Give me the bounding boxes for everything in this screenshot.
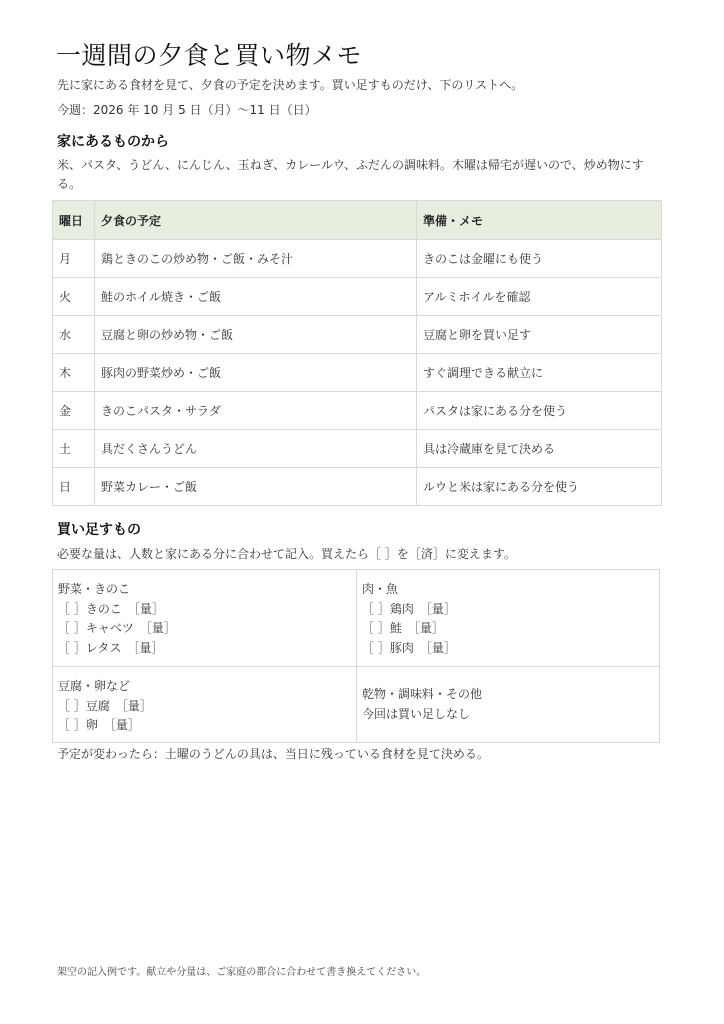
memo-cell: すぐ調理できる献立に xyxy=(417,354,662,392)
week-range: 今週：2026 年 10 月 5 日（月）〜11 日（日） xyxy=(57,103,317,117)
change-note: 予定が変わったら：土曜のうどんの具は、当日に残っている食材を見て決める。 xyxy=(57,747,489,761)
memo-cell: アルミホイルを確認 xyxy=(417,278,662,316)
memo-cell: ルウと米は家にある分を使う xyxy=(417,468,662,506)
header-memo: 準備・メモ xyxy=(417,201,662,240)
day-cell: 月 xyxy=(53,240,95,278)
table-row xyxy=(53,278,662,316)
intro-text: 先に家にある食材を見て、夕食の予定を決めます。買い足すものだけ、下のリストへ。 xyxy=(57,78,524,92)
shopping-item: ［ ］レタス ［量］ xyxy=(58,640,164,655)
shopping-group-tofu-eggs xyxy=(58,677,152,736)
grid-divider-horizontal xyxy=(53,666,659,667)
footer-disclaimer: 架空の記入例です。献立や分量は、ご家庭の都合に合わせて書き換えてください。 xyxy=(57,967,427,978)
day-cell: 水 xyxy=(53,316,95,354)
dinner-cell: 豆腐と卵の炒め物・ご飯 xyxy=(95,316,417,354)
header-day: 曜日 xyxy=(53,201,95,240)
day-cell: 日 xyxy=(53,468,95,506)
dinner-cell: 野菜カレー・ご飯 xyxy=(95,468,417,506)
shopping-list-grid xyxy=(52,569,660,743)
memo-cell: 豆腐と卵を買い足す xyxy=(417,316,662,354)
group-title: 野菜・きのこ xyxy=(58,582,131,596)
day-cell: 金 xyxy=(53,392,95,430)
shopping-section-heading: 買い足すもの xyxy=(57,522,141,538)
shopping-item: ［ ］鮭 ［量］ xyxy=(362,621,444,635)
dinner-plan-table xyxy=(52,200,662,506)
memo-cell: きのこは金曜にも使う xyxy=(417,240,662,278)
group-title: 乾物・調味料・その他 xyxy=(362,687,483,701)
shopping-group-dry-goods xyxy=(362,685,482,724)
shopping-instructions: 必要な量は、人数と家にある分に合わせて記入。買えたら［ ］を［済］に変えます。 xyxy=(57,547,516,561)
table-row xyxy=(53,468,662,506)
dinner-cell: 鮭のホイル焼き・ご飯 xyxy=(95,278,417,316)
grid-divider-vertical xyxy=(356,570,357,742)
table-row xyxy=(53,430,662,468)
dinner-cell: 具だくさんうどん xyxy=(95,430,417,468)
day-cell: 土 xyxy=(53,430,95,468)
shopping-group-vegetables xyxy=(58,580,176,658)
shopping-group-meat-fish xyxy=(362,580,456,658)
dinner-cell: 豚肉の野菜炒め・ご飯 xyxy=(95,354,417,392)
memo-cell: パスタは家にある分を使う xyxy=(417,392,662,430)
shopping-item: ［ ］卵 ［量］ xyxy=(58,718,140,732)
table-row xyxy=(53,316,662,354)
table-row xyxy=(53,354,662,392)
shopping-item: ［ ］豚肉 ［量］ xyxy=(362,640,456,655)
table-row xyxy=(53,240,662,278)
dinner-cell: 鶏ときのこの炒め物・ご飯・みそ汁 xyxy=(95,240,417,278)
table-row xyxy=(53,392,662,430)
home-section-heading: 家にあるものから xyxy=(57,134,169,150)
day-cell: 木 xyxy=(53,354,95,392)
header-dinner: 夕食の予定 xyxy=(95,201,417,240)
shopping-item: ［ ］キャベツ ［量］ xyxy=(58,621,176,635)
group-title: 肉・魚 xyxy=(362,582,399,596)
group-title: 豆腐・卵など xyxy=(58,679,131,693)
group-note: 今回は買い足しなし xyxy=(362,706,471,721)
home-ingredients-text: 米、パスタ、うどん、にんじん、玉ねぎ、カレールウ、ふだんの調味料。木曜は帰宅が遅いので、炒め物にする。 xyxy=(57,158,644,191)
table-header-row xyxy=(53,201,662,240)
memo-cell: 具は冷蔵庫を見て決める xyxy=(417,430,662,468)
day-cell: 火 xyxy=(53,278,95,316)
dinner-cell: きのこパスタ・サラダ xyxy=(95,392,417,430)
shopping-item: ［ ］鶏肉 ［量］ xyxy=(362,601,456,616)
page-title: 一週間の夕食と買い物メモ xyxy=(56,41,363,70)
shopping-item: ［ ］きのこ ［量］ xyxy=(58,601,164,616)
shopping-item: ［ ］豆腐 ［量］ xyxy=(58,698,152,713)
